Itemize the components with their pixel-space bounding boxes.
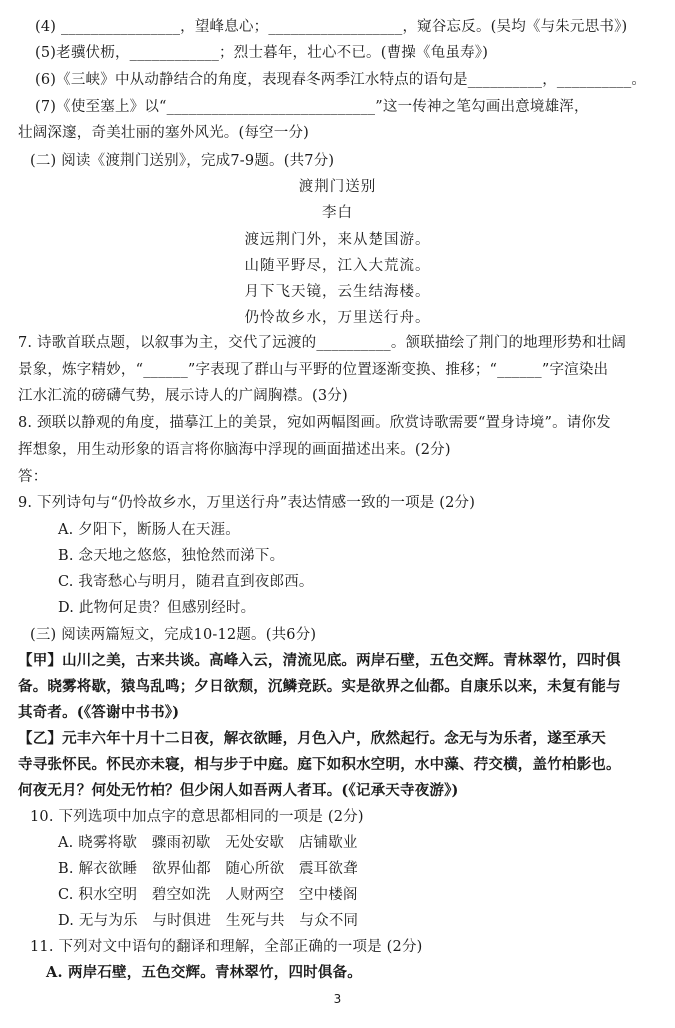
text-line: 【甲】山川之美，古来共谈。高峰入云，清流见底。两岸石壁，五色交辉。青林翠竹，四时俱 xyxy=(18,652,621,669)
poem-verse: 仍怜故乡水，万里送行舟。 xyxy=(244,310,431,326)
text-line: 何夜无月？何处无竹柏？但少闲人如吾两人者耳。(《记承天寺夜游》) xyxy=(18,782,459,799)
text-line: D. 无与为乐 与时俱进 生死与共 与众不同 xyxy=(58,913,359,929)
text-line: 7. 诗歌首联点题，以叙事为主，交代了远渡的__________。颔联描绘了荆门的地理形势和壮阔 xyxy=(18,335,627,351)
text-line: C. 我寄愁心与明月，随君直到夜郎西。 xyxy=(58,574,314,590)
text-line: (7)《使至塞上》以“____________________________”这一传神之笔勾画出意境雄浑， xyxy=(35,99,589,115)
text-line: 备。晓雾将歇，猿鸟乱鸣；夕日欲颓，沉鳞竞跃。实是欲界之仙都。自康乐以来，未复有能与 xyxy=(18,678,621,695)
text-line: 9. 下列诗句与“仍怜故乡水，万里送行舟”表达情感一致的一项是 (2分) xyxy=(18,495,476,511)
text-line: A. 两岸石壁，五色交辉。青林翠竹，四时俱备。 xyxy=(46,964,362,981)
text-line: 寺寻张怀民。怀民亦未寝，相与步于中庭。庭下如积水空明，水中藻、荇交横，盖竹柏影也。 xyxy=(18,756,621,773)
text-line: 壮阔深邃，奇美壮丽的塞外风光。(每空一分) xyxy=(18,125,310,141)
text-line: 景象，炼字精妙，“______”字表现了群山与平野的位置逐渐变换、推移；“______”字渲染出 xyxy=(18,362,609,378)
poem-verse: 山随平野尽，江入大荒流。 xyxy=(244,258,431,274)
text-line: 其奇者。(《答谢中书书》) xyxy=(18,704,180,721)
text-line: 挥想象，用生动形象的语言将你脑海中浮现的画面描述出来。(2分) xyxy=(18,442,451,458)
text-line: B. 念天地之悠悠，独怆然而涕下。 xyxy=(58,548,285,564)
text-line: (6)《三峡》中从动静结合的角度，表现春冬两季江水特点的语句是__________，__________。 xyxy=(35,72,647,88)
text-line: A. 晓雾将歇 骤雨初歇 无处安歇 店铺歇业 xyxy=(58,835,358,851)
text-line: 11. 下列对文中语句的翻译和理解，全部正确的一项是 (2分) xyxy=(30,939,423,955)
text-line: (三) 阅读两篇短文，完成10-12题。(共6分) xyxy=(30,627,317,643)
text-line: 【乙】元丰六年十月十二日夜，解衣欲睡，月色入户，欣然起行。念无与为乐者，遂至承天 xyxy=(18,730,606,747)
page-number: 3 xyxy=(333,992,342,1006)
text-line: (5)老骥伏枥，____________；烈士暮年，壮心不已。(曹操《龟虽寿》) xyxy=(35,45,489,61)
poem-verse: 渡远荆门外，来从楚国游。 xyxy=(244,232,431,248)
text-line: 8. 颈联以静观的角度，描摹江上的美景，宛如两幅图画。欣赏诗歌需要“置身诗境”。请你发 xyxy=(18,415,611,431)
text-line: B. 解衣欲睡 欲界仙都 随心所欲 震耳欲聋 xyxy=(58,861,358,877)
text-line: (二) 阅读《渡荆门送别》，完成7-9题。(共7分) xyxy=(30,153,335,169)
text-line: 江水汇流的磅礴气势，展示诗人的广阔胸襟。(3分) xyxy=(18,388,348,404)
poem-author: 李白 xyxy=(322,205,353,221)
text-line: C. 积水空明 碧空如洗 人财两空 空中楼阁 xyxy=(58,887,358,903)
poem-title: 渡荆门送别 xyxy=(298,179,377,195)
text-line: 答： xyxy=(18,469,48,485)
text-line: A. 夕阳下，断肠人在天涯。 xyxy=(58,522,240,538)
text-line: 10. 下列选项中加点字的意思都相同的一项是 (2分) xyxy=(30,809,364,825)
poem-verse: 月下飞天镜，云生结海楼。 xyxy=(244,284,431,300)
text-line: D. 此物何足贵？但感别经时。 xyxy=(58,600,256,616)
text-line: (4) ________________，望峰息心；__________________，窥谷忘反。(吴均《与朱元思书》) xyxy=(35,19,628,35)
